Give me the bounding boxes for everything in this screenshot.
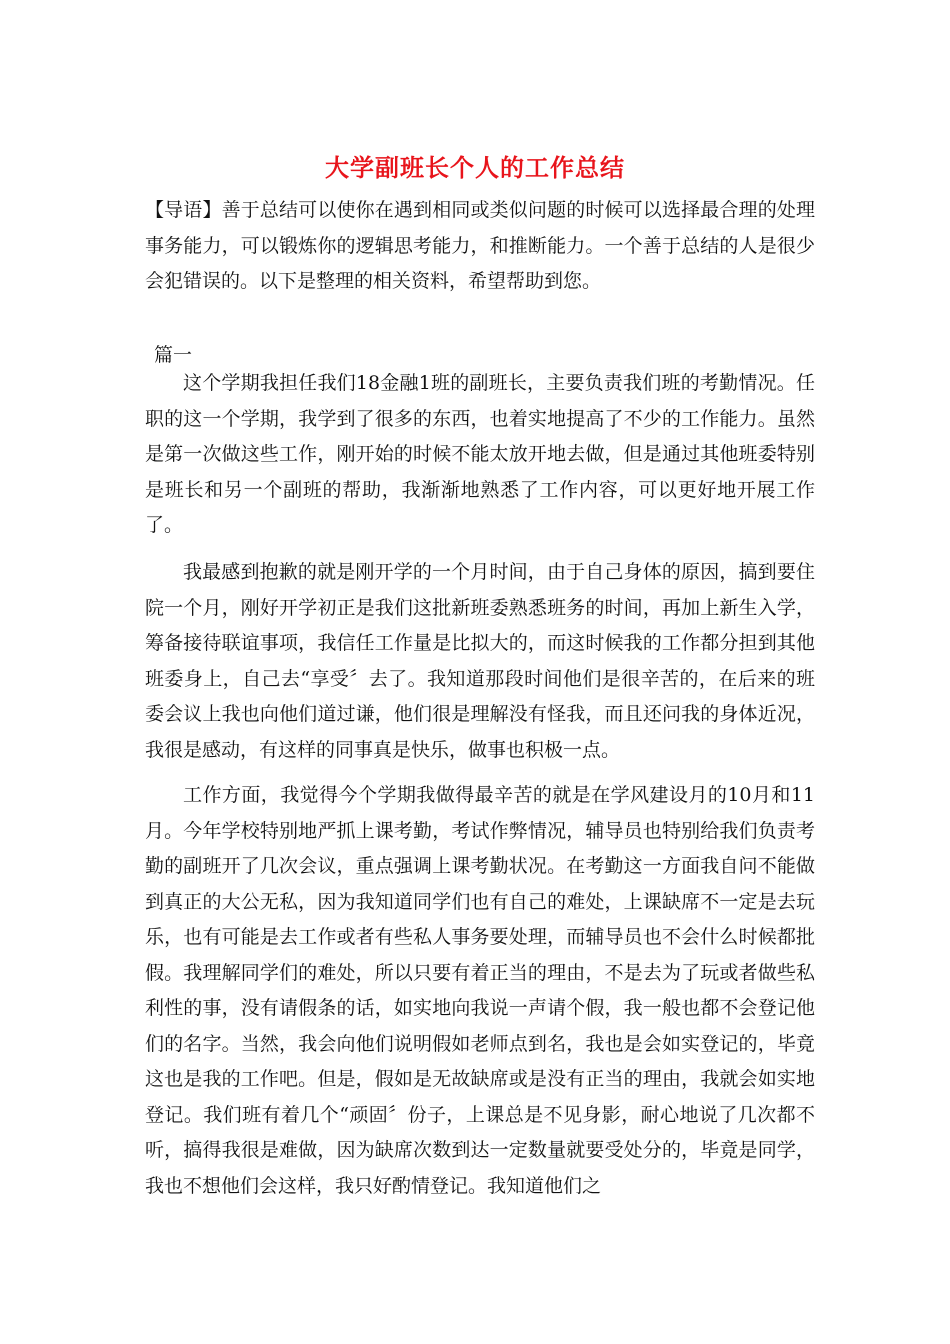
body-paragraph-1: 这个学期我担任我们18金融1班的副班长，主要负责我们班的考勤情况。任职的这一个学期，我学到了很多的东西，也着实地提高了不少的工作能力。虽然是第一次做这些工作，刚开始的时候不能太放开地去做，但是通过其他班委特别是班长和另一个副班的帮助，我渐渐地熟悉了工作内容，可以更好地开展工作了。	[145, 372, 815, 536]
intro-paragraph: 【导语】善于总结可以使你在遇到相同或类似问题的时候可以选择最合理的处理事务能力，可以锻炼你的逻辑思考能力，和推断能力。一个善于总结的人是很少会犯错误的。以下是整理的相关资料，希望帮助到您。	[145, 199, 815, 292]
body-paragraph-2: 我最感到抱歉的就是刚开学的一个月时间，由于自己身体的原因，搞到要住院一个月，刚好开学初正是我们这批新班委熟悉班务的时间，再加上新生入学，筹备接待联谊事项，我信任工作量是比拟大的，而这时候我的工作都分担到其他班委身上，自己去“享受〞去了。我知道那段时间他们是很辛苦的，在后来的班委会议上我也向他们道过谦，他们很是理解没有怪我，而且还问我的身体近况，我很是感动，有这样的同事真是快乐，做事也积极一点。	[145, 561, 815, 761]
section-heading: 篇一	[154, 344, 193, 366]
body-paragraph-3: 工作方面，我觉得今个学期我做得最辛苦的就是在学风建设月的10月和11月。今年学校特别地严抓上课考勤，考试作弊情况，辅导员也特别给我们负责考勤的副班开了几次会议，重点强调上课考勤状况。在考勤这一方面我自问不能做到真正的大公无私，因为我知道同学们也有自己的难处，上课缺席不一定是去玩乐，也有可能是去工作或者有些私人事务要处理，而辅导员也不会什么时候都批假。我理解同学们的难处，所以只要有着正当的理由，不是去为了玩或者做些私利性的事，没有请假条的话，如实地向我说一声请个假，我一般也都不会登记他们的名字。当然，我会向他们说明假如老师点到名，我也是会如实登记的，毕竟这也是我的工作吧。但是，假如是无故缺席或是没有正当的理由，我就会如实地登记。我们班有着几个“顽固〞份子，上课总是不见身影，耐心地说了几次都不听，搞得我很是难做，因为缺席次数到达一定数量就要受处分的，毕竟是同学，我也不想他们会这样，我只好酌情登记。我知道他们之	[145, 784, 815, 1197]
document-title: 大学副班长个人的工作总结	[325, 153, 625, 182]
